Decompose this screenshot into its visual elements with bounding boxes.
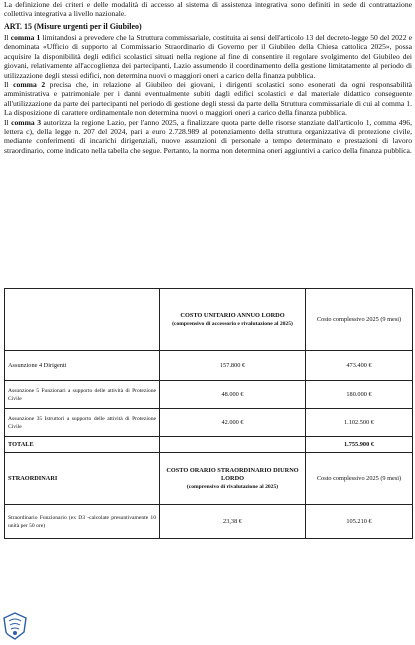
table-row (5, 409, 413, 437)
total-value: 1.755.900 € (306, 437, 413, 453)
senate-emblem-icon (2, 612, 28, 640)
overtime-header-total: Costo complessivo 2025 (9 mesi) (306, 453, 413, 505)
row-unit-cost: 48.000 € (160, 381, 306, 409)
row-total-cost: 180.000 € (306, 381, 413, 409)
header-empty-cell (5, 289, 160, 351)
intro-paragraph (4, 0, 412, 19)
row-label: Assunzione 35 Istruttori a supporto delle attività di Protezione Civile (5, 409, 160, 437)
overtime-header-unit-cost (160, 453, 306, 505)
header-unit-cost-sub: (comprensivo di accessorio e rivalutazione al 2025) (172, 320, 293, 327)
overtime-header-row (5, 453, 413, 505)
row-unit-cost: 42.000 € (160, 409, 306, 437)
overtime-header-sub: (comprensivo di rivalutazione al 2025) (186, 483, 279, 490)
row-total-cost: 1.102.500 € (306, 409, 413, 437)
header-unit-cost-title: COSTO UNITARIO ANNUO LORDO (180, 311, 285, 319)
comma-2-label: comma 2 (13, 80, 46, 90)
row-unit-cost: 23,38 € (160, 505, 306, 539)
article-heading: ART. 15 (Misure urgenti per il Giubileo) (4, 22, 142, 31)
overtime-header-label: STRAORDINARI (5, 453, 160, 505)
comma-1-label: comma 1 (10, 33, 41, 42)
article-body (4, 33, 412, 155)
paragraph-comma-2: Il comma 2 precisa che, in relazione al Giubileo dei giovani, i dirigenti scolastici sono esonerati da ogni responsabilità amministrativa e patrimoniale per i danni eventualmente subiti dagli edifici scolastici e dal materiale didattico conseguente all'utilizzazione da parte dei partecipanti nel periodo di gestione degli stessi da parte della Struttura commissariale di cui al comma 1. La disposizione di carattere ordinamentale non determina nuovi o maggiori oneri a carico della finanza pubblica. (4, 80, 412, 118)
overtime-header-title: COSTO ORARIO STRAORDINARIO DIURNO LORDO (166, 466, 299, 482)
paragraph-comma-3: Il comma 3 autorizza la regione Lazio, per l'anno 2025, a finalizzare quota parte delle risorse stanziate dall'articolo 1, comma 496, lettera c), della legge n. 207 del 2024, pari a euro 2.728.989 al potenziamento della struttura organizzativa di protezione civile, mediante conferimenti di incarichi dirigenziali, nuove assunzioni di personale a tempo determinato e prestazioni di lavoro straordinario, come indicato nella tabella che segue. Pertanto, la norma non determina oneri aggiuntivi a carico della finanza pubblica. (4, 117, 412, 155)
table-row (5, 381, 413, 409)
row-total-cost: 105.210 € (306, 505, 413, 539)
row-label: Straordinario Funzionario (ex D3 -calcolate presuntivamente 10 unità per 50 ore) (5, 505, 160, 539)
header-total-cost: Costo complessivo 2025 (9 mesi) (306, 289, 413, 351)
paragraph-comma-1: Il comma 1 limitandosi a prevedere che la Struttura commissariale, costituita ai sensi dell'articolo 13 del decreto-legge 50 del 2022 e denominata «Ufficio di supporto al Commissario Straordinario di Governo per il Giubileo della Chiesa cattolica 2025», possa acquisire la disponibilità degli edifici scolastici situati nella regione al fine di consentire il regolare svolgimento del Giubileo dei giovani, relativamente all'accoglienza dei partecipanti, Lazio assumendo il coordinamento della gestione limitatamente al periodo di utilizzazione degli stessi edifici, non determina nuovi o maggiori oneri a carico della finanza pubblica. (4, 33, 412, 80)
total-empty-cell (160, 437, 306, 453)
total-row (5, 437, 413, 453)
table-header-row (5, 289, 413, 351)
cost-table (4, 288, 413, 539)
overtime-row (5, 505, 413, 539)
row-label: Assunzione 4 Dirigenti (5, 351, 160, 381)
total-label: TOTALE (5, 437, 160, 453)
row-total-cost: 473.400 € (306, 351, 413, 381)
row-label: Assunzione 5 Funzionari a supporto delle attività di Protezione Civile (5, 381, 160, 409)
intro-text: La definizione dei criteri e delle modalità di accesso al sistema di assistenza integrativa sono definiti in sede di contrattazione collettiva integrativa a livello nazionale. (4, 0, 412, 19)
header-unit-cost (160, 289, 306, 351)
comma-3-label: comma 3 (11, 117, 41, 127)
row-unit-cost: 157.800 € (160, 351, 306, 381)
table-row (5, 351, 413, 381)
